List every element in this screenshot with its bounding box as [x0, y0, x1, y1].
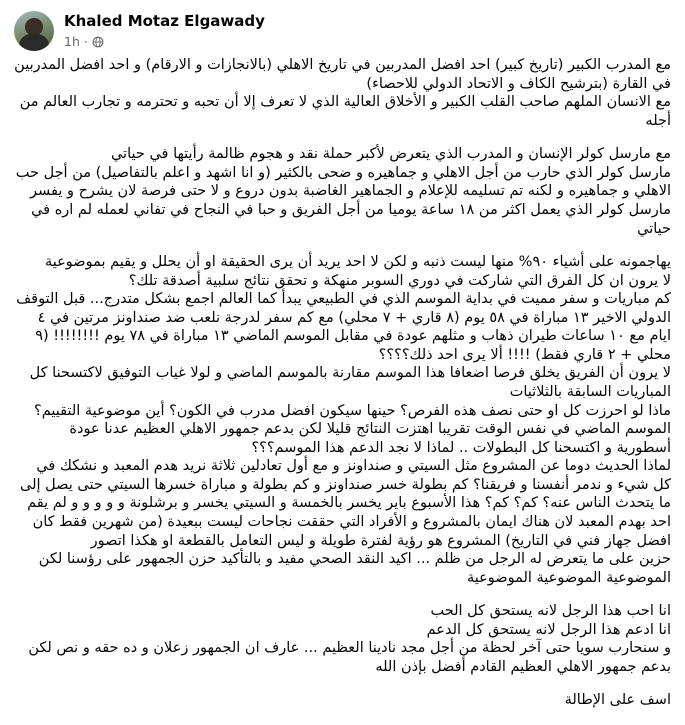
paragraph-gap [14, 130, 671, 145]
post-paragraph: انا ادعم هذا الرجل لانه يستحق كل الدعم [426, 621, 671, 638]
post-paragraph: يهاجمونه على أشياء ٩٠% منها ليست ذنبه و لكن لا احد يريد أن يرى الحقيقة او أن يحلل و يقيم بموضوعية [44, 254, 671, 271]
author-name[interactable]: Khaled Motaz Elgawady [64, 12, 265, 30]
post-paragraph: كم مباريات و سفر مميت في بداية الموسم الذي في الطبيعي يبدأ كما العالم اجمع بشكل متدرج... قبل التوقف الدولي الاخير ١٣ مباراة في ٥٨ يوم (٨ قاري + ٧ محلي) مع كم سفر لدرجة نلعب ضد صنداونز مرتين في ٤ ايام مع ١٠ ساعات طيران ذهاب و مثلهم عودة في مقابل الموسم الماضي ١٣ مباراة في ٧٨ يوم !!!!!!!! (٩ محلي + ٢ قاري فقط) !!!! ألا يرى احد ذلك؟؟؟؟ [16, 291, 671, 363]
post-body [14, 56, 671, 719]
post-paragraph: لا يرون ان كل الفرق التي شاركت في دوري السوبر منهكة و تحقق نتائج سلبية أصدقة تلك؟ [128, 272, 671, 289]
author-avatar[interactable] [14, 11, 54, 51]
post-paragraph: مع المدرب الكبير (تاريخ كبير) احد افضل المدربين في تاريخ الاهلي (بالانجازات و الارقام) و احد افضل المدربين في القارة (بترشيح الكاف و الاتحاد الدولي للاحصاء) [14, 57, 671, 92]
post-paragraph: لماذا الحديث دوما عن المشروع مثل السيتي و صنداونز و مع أول تعادلين ثلاثة نريد هدم المعبد و نشكك في كل شيء و ندمر أنفسنا و فريقنا؟ كم بطولة خسر صنداونز و كم بطولة و مباراة خسرها السيتي حتى يصل إلى ما يتحدث الناس عنه؟ كم؟ كم؟ هذا الأسبوع باير يخسر بالخمسة و السيتي يخسر و برشلونة و و و و و لم يقم احد بهدم المعبد لان هناك ايمان بالمشروع و الأفراد التي حققت نجاحات ليست ببعيدة (من شهرين فقط كان افضل جهاز فني في التاريخ) المشروع هو رؤية لفترة طويلة و ليس التعامل بالقطعة او هكذا اتصور [20, 458, 671, 549]
globe-icon[interactable] [92, 36, 104, 48]
paragraph-gap [14, 587, 671, 602]
post-time[interactable]: 1h [64, 34, 80, 49]
post-header [14, 10, 671, 54]
post-paragraph: مع مارسل كولر الإنسان و المدرب الذي يتعرض لأكبر حملة نقد و هجوم ظالمة رأيتها في حياتي [110, 146, 671, 163]
avatar-photo-body [19, 34, 49, 51]
post-paragraph: ماذا لو احرزت كل او حتى نصف هذه الفرص؟ حينها سيكون افضل مدرب في الكون؟ أين موضوعية التقييم؟ [34, 402, 671, 419]
post-meta [64, 34, 104, 49]
post-paragraph: انا احب هذا الرجل لانه يستحق كل الحب [430, 603, 671, 620]
paragraph-gap [14, 676, 671, 691]
paragraph-gap [14, 238, 671, 253]
post-paragraph: الموسم الماضي في نفس الوقت تقريبا اهتزت النتائج قليلا لكن بدعم جمهور الاهلي العظيم عدنا عودة أسطورية و اكتسحنا كل البطولات .. لماذا لا نجد الدعم هذا الموسم؟؟؟ [69, 421, 671, 456]
post-paragraph: و سنحارب سويا حتى آخر لحظة من أجل مجد نادينا العظيم ... عارف ان الجمهور زعلان و ده حقه و نص لكن بدعم جمهور الاهلي العظيم القادم أفضل بإذن الله [28, 640, 671, 675]
post-paragraph: مارسل كولر الذي يعمل اكثر من ١٨ ساعة يوميا من أجل الفريق و حبا في النجاح في تفاني لعمله لم اره في حياتي [31, 201, 671, 237]
post-paragraph: اسف على الإطالة [564, 692, 671, 709]
post-paragraph: حزين على ما يتعرض له الرجل من ظلم ... اكيد النقد الصحي مفيد و بالتأكيد حزن الجمهور على رؤسنا لكن الموضوعية الموضوعية الموضوعية [38, 551, 671, 586]
post-paragraph: مع الانسان الملهم صاحب القلب الكبير و الأخلاق العالية الذي لا تعرف إلا أن تحبه و تحترمه و تجارب العالم من أجله [19, 94, 671, 129]
post-paragraph: مارسل كولر الذي حارب من أجل الاهلي و جماهيره و ضحى بالكثير (و انا اشهد و اعلم بالتفاصيل) من أجل حب الاهلي و جماهيره و لكنه تم تسليمه للإعلام و الجماهير الغاضبة بدون دروع و لا حتى فرصة لان يشرح و يفسر [15, 164, 671, 200]
meta-separator: · [83, 34, 88, 49]
post-paragraph: لا يرون أن الفريق يخلق فرصا اضعافا هذا الموسم مقارنة بالموسم الماضي و لولا غياب التوفيق لاكتسحنا كل المباريات السابقة بالثلاثيات [29, 365, 671, 400]
